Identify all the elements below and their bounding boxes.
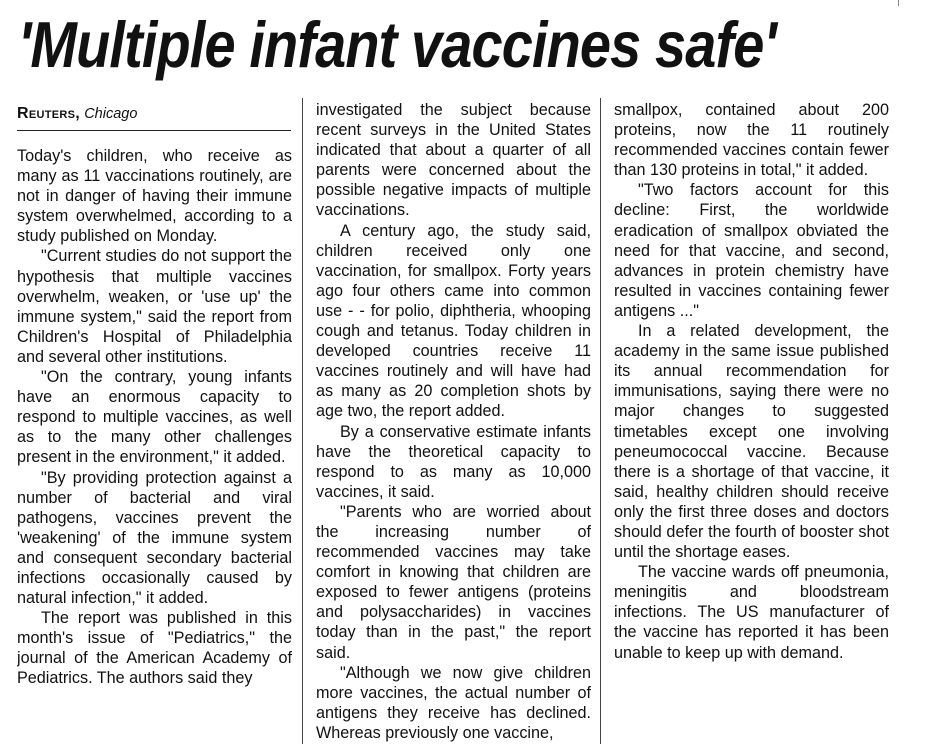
paragraph: "By providing protection against a number of bacterial and viral pathogens, vaccines prevent the 'weakening' of the immune system and consequent secondary bacterial infections occasionally caused by natural infection," it added. xyxy=(17,468,292,608)
news-agency: Reuters, xyxy=(17,105,81,122)
paragraph: A century ago, the study said, children received only one vaccination, for smallpox. Forty years ago four others came into common use - - for polio, diphtheria, whooping cough and tetanus. Today children in developed countries receive 11 vaccines routinely and will have had as many as 20 completion shots by age two, the report added. xyxy=(316,221,591,421)
paragraph: investigated the subject because recent surveys in the United States indicated that about a quarter of all parents were concerned about the possible negative impacts of multiple vaccinations. xyxy=(316,101,591,220)
paragraph: By a conservative estimate infants have the theoretical capacity to respond to as many as 10,000 vaccines, it said. xyxy=(316,422,591,501)
paragraph: Today's children, who receive as many as 11 vaccinations routinely, are not in danger of having their immune system overwhelmed, according to a study published on Monday. xyxy=(17,147,292,246)
paragraph: "Although we now give children more vaccines, the actual number of antigens they receive has declined. Whereas previously one vaccine, xyxy=(316,663,591,742)
article-column-2 xyxy=(316,100,591,744)
dateline xyxy=(17,104,292,124)
dateline-rule xyxy=(17,130,291,131)
paragraph: "Two factors account for this decline: First, the worldwide eradication of smallpox obviated the need for that vaccine, and second, advances in protein chemistry have resulted in vaccines containing fewer antigens ..." xyxy=(614,181,889,320)
paragraph: "Current studies do not support the hypothesis that multiple vaccines overwhelm, weaken, or 'use up' the immune system," said the report from Children's Hospital of Philadelphia and several other institutions. xyxy=(17,247,292,366)
column-divider xyxy=(302,98,303,744)
paragraph: The vaccine wards off pneumonia, meningitis and bloodstream infections. The US manufacturer of the vaccine has reported it has been unable to keep up with demand. xyxy=(614,563,889,662)
paragraph: "Parents who are worried about the increasing number of recommended vaccines may take comfort in knowing that children are exposed to fewer antigens (proteins and polysaccharides) in vaccines today than in the past," the report said. xyxy=(316,502,591,662)
frame-edge xyxy=(898,0,899,6)
dateline-city: Chicago xyxy=(84,106,138,122)
article-column-3 xyxy=(614,100,889,744)
article-column-1 xyxy=(17,100,292,744)
column-divider xyxy=(600,98,601,744)
headline: 'Multiple infant vaccines safe' xyxy=(18,8,776,81)
paragraph: smallpox, contained about 200 proteins, now the 11 routinely recommended vaccines contain fewer than 130 proteins in total," it added. xyxy=(614,101,889,180)
paragraph: "On the contrary, young infants have an enormous capacity to respond to multiple vaccines, as well as to the many other challenges present in the environment," it added. xyxy=(17,368,292,467)
paragraph: In a related development, the academy in the same issue published its annual recommendation for immunisations, saying there were no major changes to suggested timetables except one involving peneumococcal vaccine. Because there is a shortage of that vaccine, it said, healthy children should receive only the first three doses and doctors should defer the fourth of booster shot until the shortage eases. xyxy=(614,322,889,562)
paragraph: The report was published in this month's issue of "Pediatrics," the journal of the American Academy of Pediatrics. The authors said they xyxy=(17,609,292,688)
